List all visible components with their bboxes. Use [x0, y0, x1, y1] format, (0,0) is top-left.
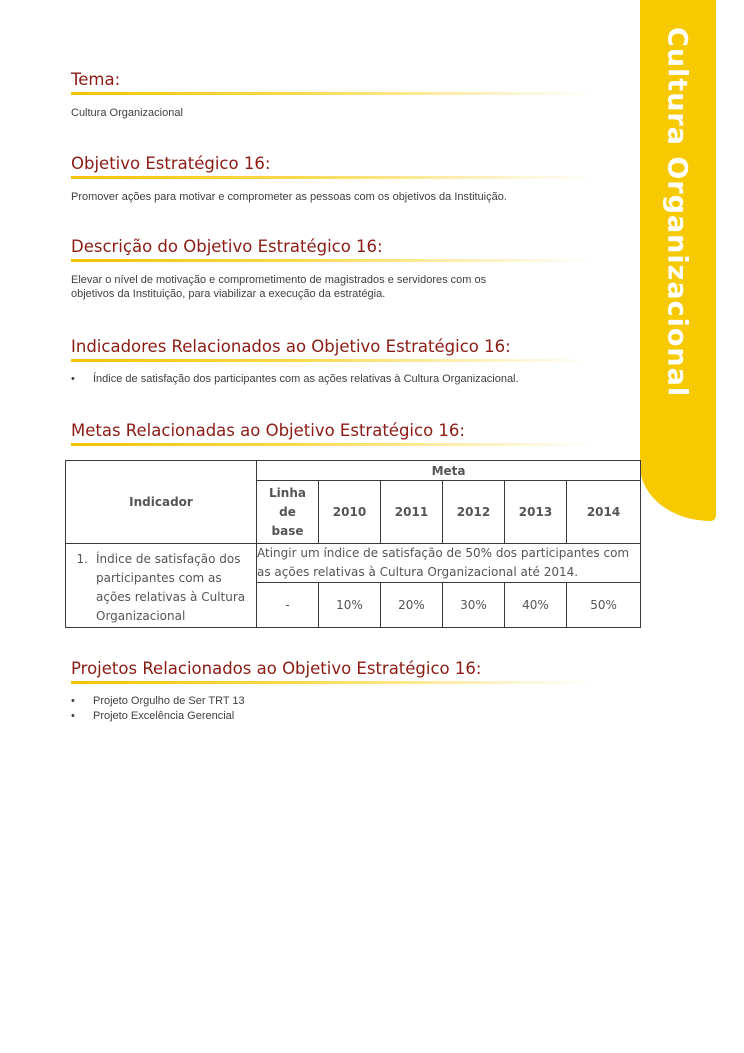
side-label: Cultura Organizacional — [661, 27, 693, 398]
header-year: 2013 — [505, 481, 567, 544]
projetos-list — [71, 694, 596, 724]
meta-description: Atingir um índice de satisfação de 50% dos participantes com as ações relativas à Cultura Organizacional até 2014. — [257, 544, 641, 583]
header-baseline: Linha de base — [257, 481, 319, 544]
section-metas — [71, 421, 596, 446]
descricao-line-2: objetivos da Instituição, para viabilizar a execução da estratégia. — [71, 288, 386, 300]
indicator-cell: 1. Índice de satisfação dos participantes com as ações relativas à Cultura Organizacional — [66, 544, 257, 628]
heading-rule — [71, 176, 596, 179]
heading-rule — [71, 259, 596, 262]
header-year: 2014 — [567, 481, 641, 544]
objetivo-text: Promover ações para motivar e comprometer as pessoas com os objetivos da Instituição. — [71, 191, 507, 203]
table-row — [66, 544, 641, 583]
bullet-icon: • — [71, 373, 75, 385]
heading-tema: Tema: — [71, 70, 121, 89]
heading-rule — [71, 681, 596, 684]
metas-table — [65, 460, 641, 628]
year-value: 50% — [567, 583, 641, 628]
section-objetivo — [71, 154, 596, 204]
heading-rule — [71, 359, 596, 362]
indicator-number: 1. — [76, 552, 88, 566]
heading-descricao: Descrição do Objetivo Estratégico 16: — [71, 237, 383, 256]
year-value: 40% — [505, 583, 567, 628]
baseline-value: - — [257, 583, 319, 628]
list-item: • Projeto Orgulho de Ser TRT 13 — [71, 695, 245, 707]
section-projetos — [71, 659, 596, 724]
descricao-line-1: Elevar o nível de motivação e comprometimento de magistrados e servidores com os — [71, 274, 487, 286]
year-value: 10% — [319, 583, 381, 628]
header-meta: Meta — [257, 461, 641, 481]
section-indicadores — [71, 337, 596, 387]
heading-metas: Metas Relacionadas ao Objetivo Estratégico 16: — [71, 421, 465, 440]
year-value: 20% — [381, 583, 443, 628]
indicadores-list — [71, 372, 596, 387]
heading-objetivo: Objetivo Estratégico 16: — [71, 154, 271, 173]
heading-indicadores: Indicadores Relacionados ao Objetivo Estratégico 16: — [71, 337, 511, 356]
list-item: • Projeto Excelência Gerencial — [71, 710, 235, 722]
bullet-icon: • — [71, 710, 75, 722]
header-indicador: Indicador — [66, 461, 257, 544]
bullet-icon: • — [71, 695, 75, 707]
section-descricao — [71, 237, 596, 301]
header-year: 2010 — [319, 481, 381, 544]
year-value: 30% — [443, 583, 505, 628]
heading-projetos: Projetos Relacionados ao Objetivo Estratégico 16: — [71, 659, 482, 678]
tema-text: Cultura Organizacional — [71, 107, 183, 119]
header-year: 2012 — [443, 481, 505, 544]
table-header-row — [66, 461, 641, 481]
heading-rule — [71, 443, 596, 446]
section-tema — [71, 70, 596, 120]
descricao-text — [71, 273, 596, 301]
list-item: • Índice de satisfação dos participantes com as ações relativas à Cultura Organizacional. — [71, 373, 519, 385]
header-year: 2011 — [381, 481, 443, 544]
heading-rule — [71, 92, 596, 95]
